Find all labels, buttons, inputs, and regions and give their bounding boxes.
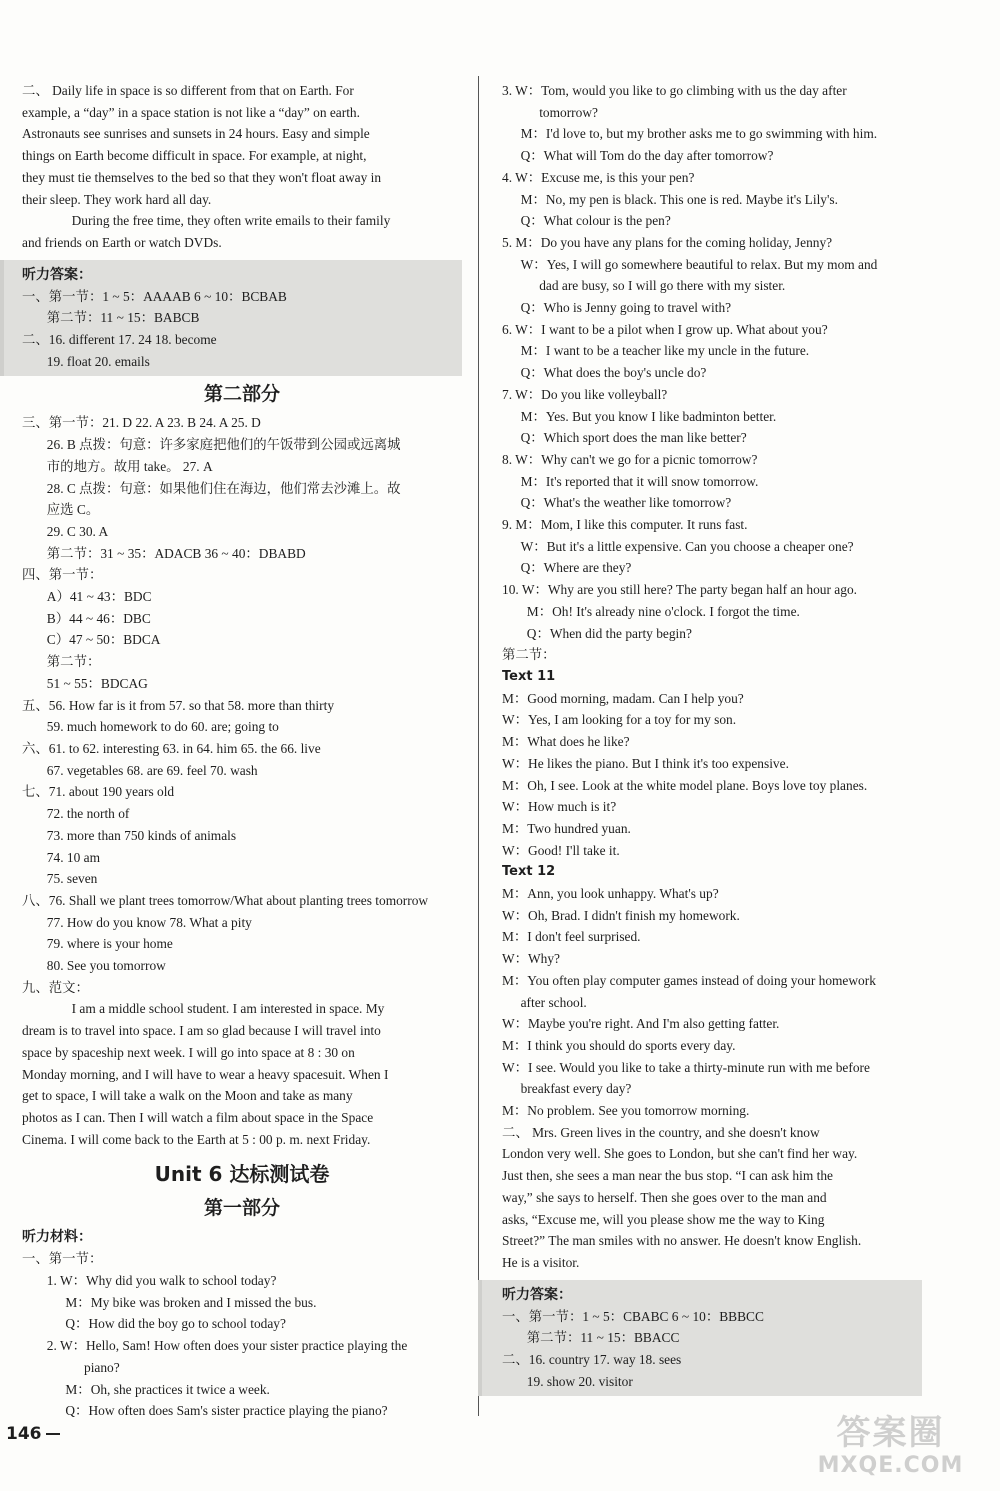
dialogue-line: W：Yes, I will go somewhere beautiful to relax. But my mom and — [520, 256, 878, 272]
passage-line: they must tie themselves to the bed so that they won't float away in — [22, 169, 382, 185]
dialogue-line: 4. W：Excuse me, is this your pen? — [502, 169, 695, 185]
listening-line: Q：How did the boy go to school today? — [65, 1316, 286, 1332]
answer-box-1 — [0, 260, 462, 377]
page-number-dash — [46, 1433, 60, 1435]
passage2-line: 二、 Mrs. Green lives in the country, and she doesn't know — [502, 1124, 820, 1140]
passage-line: and friends on Earth or watch DVDs. — [22, 234, 222, 250]
watermark-en: MXQE.COM — [817, 1453, 964, 1478]
dialogue-line: M：It's reported that it will snow tomorrow. — [520, 473, 759, 489]
passage-line: Astronauts see sunrises and sunsets in 24 hours. Easy and simple — [22, 126, 370, 142]
text12-label: Text 12 — [502, 864, 556, 880]
passage-mrs-green — [502, 1122, 922, 1274]
answer-box-2 — [478, 1280, 922, 1397]
passage-line: 二、 Daily life in space is so different from that on Earth. For — [22, 83, 354, 98]
watermark-logo — [803, 1412, 978, 1484]
part2-line: 三、第一节：21. D 22. A 23. B 24. A 25. D — [22, 415, 261, 431]
text12-line: M：You often play computer games instead of doing your homework — [502, 972, 876, 988]
text12-line: M：No problem. See you tomorrow morning. — [502, 1103, 750, 1119]
text12-line: W：I see. Would you like to take a thirty-minute run with me before — [502, 1059, 870, 1075]
answers-title: 听力答案： — [22, 266, 92, 283]
page-number: 146 — [6, 1424, 42, 1444]
part2-line: 第二节：31 ~ 35：ADACB 36 ~ 40：DBABD — [46, 545, 306, 561]
text12-dialogue — [502, 883, 922, 1122]
part2-line: B）44 ~ 46：DBC — [46, 610, 151, 626]
dialogue-line: 3. W：Tom, would you like to go climbing with us the day after — [502, 83, 847, 98]
essay-line: dream is to travel into space. I am so glad because I will travel into — [22, 1023, 381, 1039]
dialogue-line: Q：What will Tom do the day after tomorrow? — [520, 148, 774, 164]
text11-line: W：How much is it? — [502, 799, 617, 815]
part2-line: 26. B 点拨：句意：许多家庭把他们的午饭带到公园或远离城 — [46, 437, 401, 453]
part2-line: 59. much homework to do 60. are; going to — [46, 719, 279, 735]
dialogues-3-10 — [502, 80, 922, 644]
listening-title: 听力材料： — [22, 1229, 92, 1246]
text12-line: W：Maybe you're right. And I'm also getting fatter. — [502, 1016, 780, 1032]
part2-heading: 第二部分 — [203, 383, 280, 406]
text12-line: W：Why? — [502, 951, 561, 967]
dialogue-line: Q：What colour is the pen? — [520, 213, 671, 229]
listening-line: 1. W：Why did you walk to school today? — [46, 1273, 277, 1289]
passage2-line: way,” she says to herself. Then she goes over to the man and — [502, 1189, 827, 1205]
watermark-cn: 答案圈 — [836, 1413, 945, 1453]
part2-line: 八、76. Shall we plant trees tomorrow/What about planting trees tomorrow — [22, 892, 429, 908]
text11-line: M：What does he like? — [502, 734, 630, 750]
answer-line: 一、第一节：1 ~ 5：CBABC 6 ~ 10：BBBCC — [502, 1308, 764, 1324]
text12-line: M：I don't feel surprised. — [502, 929, 641, 945]
text11-line: M：Oh, I see. Look at the white model plane. Boys love toy planes. — [502, 777, 868, 793]
part2-line: 第二节： — [46, 654, 101, 670]
listening-material — [22, 1248, 462, 1422]
dialogue-line: M：Oh! It's already nine o'clock. I forgot the time. — [526, 603, 800, 619]
text11-label: Text 11 — [502, 668, 556, 684]
part2-line: 七、71. about 190 years old — [22, 784, 175, 800]
dialogue-line: Q：What's the weather like tomorrow? — [520, 495, 732, 511]
text12-line: after school. — [520, 994, 587, 1010]
part2-line: 77. How do you know 78. What a pity — [46, 914, 252, 930]
part2-line: A）41 ~ 43：BDC — [46, 589, 152, 605]
part2-line: 80. See you tomorrow — [46, 958, 166, 974]
answer-line: 二、16. different 17. 24 18. become — [22, 332, 217, 348]
right-column — [502, 80, 922, 1400]
passage2-line: asks, “Excuse me, will you please show me the way to King — [502, 1211, 825, 1227]
passage2-line: London very well. She goes to London, but she can't find her way. — [502, 1146, 858, 1162]
listening-line: M：Oh, she practices it twice a week. — [65, 1381, 270, 1397]
dialogue-line: tomorrow? — [539, 104, 598, 120]
text12-line: M：Ann, you look unhappy. What's up? — [502, 886, 719, 902]
answer-line: 19. show 20. visitor — [526, 1373, 633, 1389]
essay-line: I am a middle school student. I am interested in space. My — [71, 1001, 385, 1017]
passage2-line: Just then, she sees a man near the bus stop. “I can ask him the — [502, 1168, 833, 1184]
text12-line: M：I think you should do sports every day. — [502, 1037, 736, 1053]
dialogue-line: Q：Where are they? — [520, 560, 632, 576]
text12-line: breakfast every day? — [520, 1081, 632, 1097]
text11-line: M：Good morning, madam. Can I help you? — [502, 690, 744, 706]
essay-line: get to space, I will take a walk on the Moon and take as many — [22, 1088, 353, 1104]
dialogue-line: M：I want to be a teacher like my uncle in the future. — [520, 343, 810, 359]
text11-line: W：Yes, I am looking for a toy for my son. — [502, 712, 737, 728]
text12-line: W：Oh, Brad. I didn't finish my homework. — [502, 907, 740, 923]
listening-line: Q：How often does Sam's sister practice playing the piano? — [65, 1403, 388, 1419]
passage-line: example, a “day” in a space station is not like a “day” on earth. — [22, 104, 360, 120]
answer-line: 一、第一节：1 ~ 5：AAAAB 6 ~ 10：BCBAB — [22, 288, 287, 304]
dialogue-line: Q：When did the party begin? — [526, 625, 692, 641]
essay-line: Cinema. I will come back to the Earth at 5 : 00 p. m. next Friday. — [22, 1131, 371, 1147]
dialogue-line: 5. M：Do you have any plans for the coming holiday, Jenny? — [502, 234, 833, 250]
dialogue-line: 6. W：I want to be a pilot when I grow up. What about you? — [502, 321, 828, 337]
part2-line: 72. the north of — [46, 806, 130, 822]
answers-title: 听力答案： — [502, 1286, 572, 1303]
section2-label: 第二节： — [502, 647, 556, 663]
listening-line: 一、第一节： — [22, 1251, 103, 1267]
dialogue-line: M：Yes. But you know I like badminton better. — [520, 408, 777, 424]
part2-line: 六、61. to 62. interesting 63. in 64. him 65. the 66. live — [22, 740, 321, 756]
dialogue-line: W：But it's a little expensive. Can you choose a cheaper one? — [520, 538, 854, 554]
passage-line: things on Earth become difficult in space. For example, at night, — [22, 148, 367, 164]
listening-line: M：My bike was broken and I missed the bus. — [65, 1294, 317, 1310]
part2-answers — [22, 412, 462, 998]
passage2-line: He is a visitor. — [502, 1254, 580, 1270]
passage-line: During the free time, they often write emails to their family — [71, 213, 391, 229]
column-divider — [478, 76, 479, 1416]
text11-dialogue — [502, 688, 922, 862]
part2-line: 28. C 点拨：句意：如果他们住在海边，他们常去沙滩上。故 — [46, 480, 401, 496]
dialogue-line: dad are busy, so I will go there with my sister. — [539, 278, 786, 294]
model-essay — [22, 998, 462, 1150]
part2-line: 79. where is your home — [46, 936, 173, 952]
dialogue-line: Q：Which sport does the man like better? — [520, 430, 747, 446]
answer-line: 19. float 20. emails — [46, 353, 150, 369]
essay-line: Monday morning, and I will have to wear a heavy spacesuit. When I — [22, 1066, 389, 1082]
part2-line: 应选 C。 — [46, 502, 100, 518]
part2-line: 市的地方。故用 take。 27. A — [46, 458, 213, 474]
part2-line: 51 ~ 55：BDCAG — [46, 675, 148, 691]
answers-list — [22, 286, 462, 373]
text11-line: W：He likes the piano. But I think it's too expensive. — [502, 755, 789, 771]
part2-line: 67. vegetables 68. are 69. feel 70. wash — [46, 762, 258, 778]
answer-line: 第二节：11 ~ 15：BBACC — [526, 1330, 680, 1346]
part2-line: 五、56. How far is it from 57. so that 58. more than thirty — [22, 697, 335, 713]
answer-line: 二、16. country 17. way 18. sees — [502, 1352, 682, 1368]
text11-line: W：Good! I'll take it. — [502, 842, 620, 858]
listening-line: piano? — [84, 1359, 120, 1375]
part2-line: 73. more than 750 kinds of animals — [46, 827, 237, 843]
part2-line: 29. C 30. A — [46, 523, 109, 539]
dialogue-line: 7. W：Do you like volleyball? — [502, 386, 668, 402]
text11-line: M：Two hundred yuan. — [502, 820, 631, 836]
part2-line: 九、范文： — [22, 979, 89, 995]
dialogue-line: Q：Who is Jenny going to travel with? — [520, 300, 732, 316]
dialogue-line: Q：What does the boy's uncle do? — [520, 365, 707, 381]
part2-line: 75. seven — [46, 871, 98, 887]
dialogue-line: M：No, my pen is black. This one is red. Maybe it's Lily's. — [520, 191, 838, 207]
answer-line: 第二节：11 ~ 15：BABCB — [46, 310, 200, 326]
part2-line: 74. 10 am — [46, 849, 100, 865]
answers-list — [502, 1306, 922, 1393]
part2-line: C）47 ~ 50：BDCA — [46, 632, 161, 648]
passage-daily-life — [22, 80, 462, 254]
dialogue-line: 9. M：Mom, I like this computer. It runs fast. — [502, 517, 748, 533]
dialogue-line: 8. W：Why can't we go for a picnic tomorrow? — [502, 451, 758, 467]
essay-line: space by spaceship next week. I will go into space at 8 : 30 on — [22, 1044, 355, 1060]
passage-line: their sleep. They work hard all day. — [22, 191, 212, 207]
passage2-line: Street?” The man smiles with no answer. He doesn't know English. — [502, 1233, 862, 1249]
essay-line: photos as I can. Then I will watch a film about space in the Space — [22, 1109, 374, 1125]
listening-line: 2. W：Hello, Sam! How often does your sister practice playing the — [46, 1338, 408, 1354]
part1-heading: 第一部分 — [203, 1197, 280, 1220]
dialogue-line: 10. W：Why are you still here? The party began half an hour ago. — [502, 582, 857, 598]
part2-line: 四、第一节： — [22, 567, 103, 583]
left-column — [22, 80, 462, 1422]
dialogue-line: M：I'd love to, but my brother asks me to go swimming with him. — [520, 126, 878, 142]
unit-title: Unit 6 达标测试卷 — [154, 1162, 330, 1187]
